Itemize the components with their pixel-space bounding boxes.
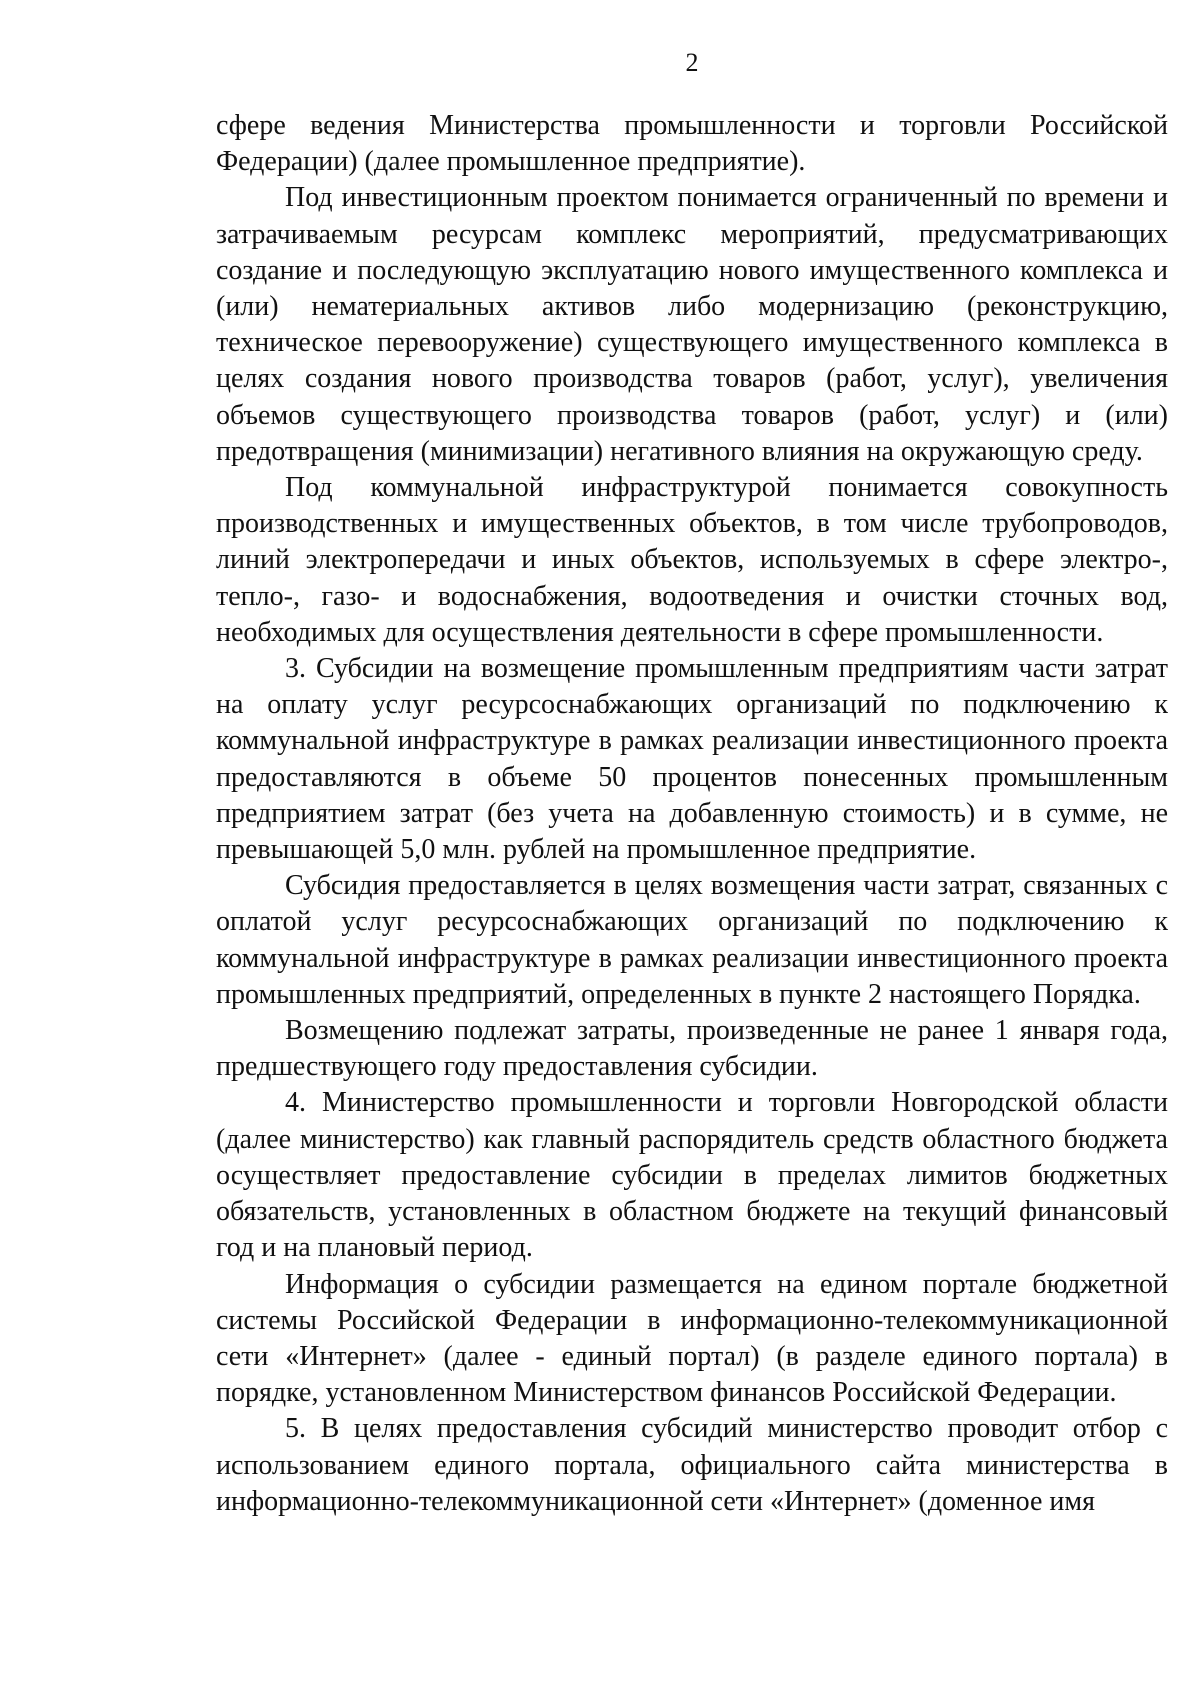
paragraph-section-5: 5. В целях предоставления субсидий министерство проводит отбор с использованием единого портала, официального сайта министерства в информационно-телекоммуникационной сети «Интернет» (доменное имя xyxy=(216,1413,1168,1517)
paragraph-section-3: 3. Субсидии на возмещение промышленным предприятиям части затрат на оплату услуг ресурсоснабжающих организаций по подключению к коммунальной инфраструктуре в рамках реализации инвестиционного проекта предоставляются в объеме 50 процентов понесенных промышленным предприятием затрат (без учета на добавленную стоимость) и в сумме, не превышающей 5,0 млн. рублей на промышленное предприятие. xyxy=(216,653,1168,866)
paragraph-utility-infrastructure: Под коммунальной инфраструктурой понимается совокупность производственных и имущественных объектов, в том числе трубопроводов, линий электропередачи и иных объектов, используемых в сфере электро-, тепло-, газо- и водоснабжения, водоотведения и очистки сточных вод, необходимых для осуществления деятельности в сфере промышленности. xyxy=(216,472,1168,648)
document-body xyxy=(216,108,1168,1520)
paragraph-subsidy-purpose: Субсидия предоставляется в целях возмещения части затрат, связанных с оплатой услуг ресурсоснабжающих организаций по подключению к коммунальной инфраструктуре в рамках реализации инвестиционного проекта промышленных предприятий, определенных в пункте 2 настоящего Порядка. xyxy=(216,870,1168,1010)
paragraph-subsidy-information: Информация о субсидии размещается на едином портале бюджетной системы Российской Федерации в информационно-телекоммуникационной сети «Интернет» (далее - единый портал) (в разделе единого портала) в порядке, установленном Министерством финансов Российской Федерации. xyxy=(216,1268,1168,1409)
page-number: 2 xyxy=(685,48,699,77)
paragraph-investment-project: Под инвестиционным проектом понимается ограниченный по времени и затрачиваемым ресурсам комплекс мероприятий, предусматривающих создание и последующую эксплуатацию нового имущественного комплекса и (или) нематериальных активов либо модернизацию (реконструкцию, техническое перевооружение) существующего имущественного комплекса в целях создания нового производства товаров (работ, услуг), увеличения объемов существующего производства товаров (работ, услуг) и (или) предотвращения (минимизации) негативного влияния на окружающую среду. xyxy=(216,182,1168,467)
paragraph-section-4: 4. Министерство промышленности и торговли Новгородской области (далее министерство) как главный распорядитель средств областного бюджета осуществляет предоставление субсидии в пределах лимитов бюджетных обязательств, установленных в областном бюджете на текущий финансовый год и на плановый период. xyxy=(216,1087,1168,1264)
paragraph-1: сфере ведения Министерства промышленности и торговли Российской Федерации) (далее промышленное предприятие). xyxy=(216,110,1168,178)
paragraph-reimbursement: Возмещению подлежат затраты, произведенные не ранее 1 января года, предшествующего году предоставления субсидии. xyxy=(216,1015,1168,1083)
